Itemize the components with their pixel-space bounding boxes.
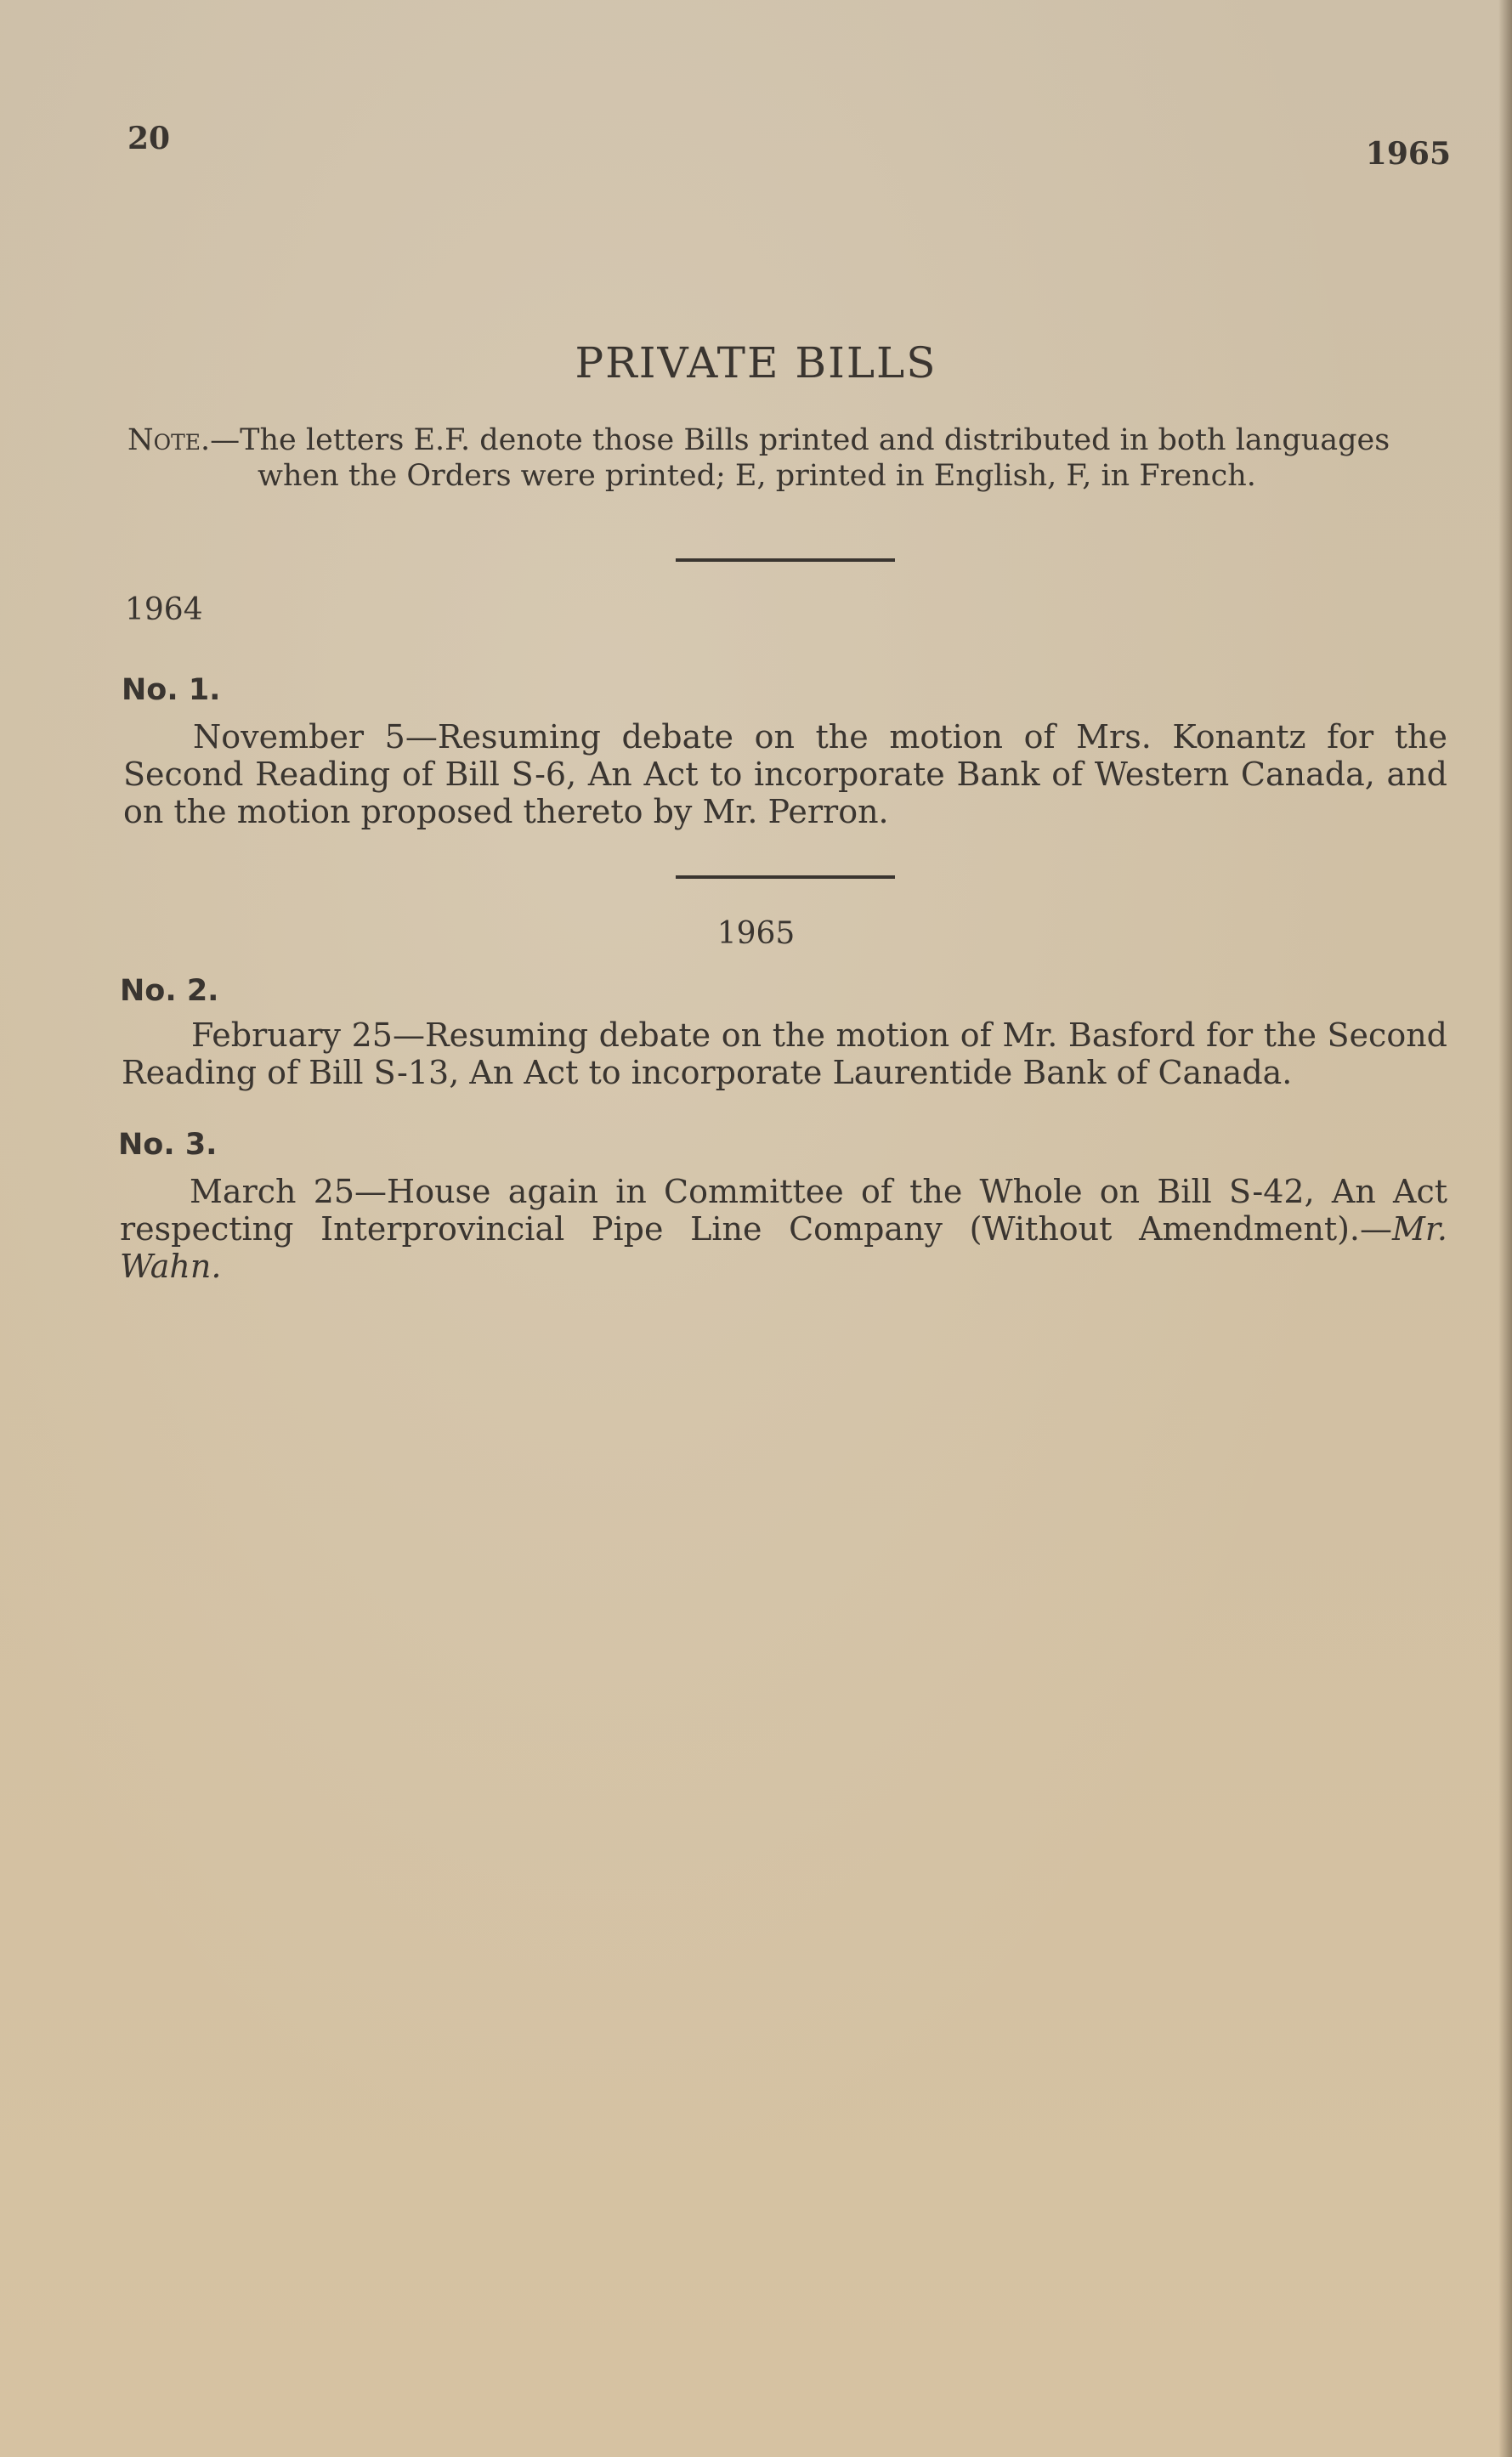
bill-number: No. 1. [122,673,221,707]
page-number: 20 [127,121,171,156]
section-title: PRIVATE BILLS [575,338,937,388]
bill-text [122,1016,1447,1091]
bill-text [123,718,1447,830]
note-line-2: when the Orders were printed; E, printed in English, F, in French. [258,459,1256,493]
header-year: 1965 [1365,136,1451,172]
note-label: Note. [127,423,211,457]
divider-rule [676,558,895,562]
bill-text-content: February 25—Resuming debate on the motion of Mr. Basford for the Second Reading of Bill S-13, An Act to incorporate Laurentide Bank of Canada. [122,1016,1447,1091]
note-paragraph [127,422,1447,494]
bill-signature: Mr. Wahn. [120,1210,1447,1285]
divider-rule [676,875,895,879]
bill-number: No. 2. [120,974,219,1008]
bill-text-content: November 5—Resuming debate on the motion of Mrs. Konantz for the Second Reading of Bill S-6, An Act to incorporate Bank of Western Canada, and on the motion proposed thereto by Mr. Perron. [123,718,1447,830]
bill-text [120,1173,1447,1285]
note-line-1: —The letters E.F. denote those Bills printed and distributed in both languages [210,423,1390,457]
bill-text-content: March 25—House again in Committee of the Whole on Bill S-42, An Act respecting Interprovincial Pipe Line Company (Without Amendment).— [120,1173,1447,1248]
section-year-1965: 1965 [716,916,796,951]
bill-number: No. 3. [118,1128,218,1162]
section-year-1964: 1964 [125,592,203,627]
